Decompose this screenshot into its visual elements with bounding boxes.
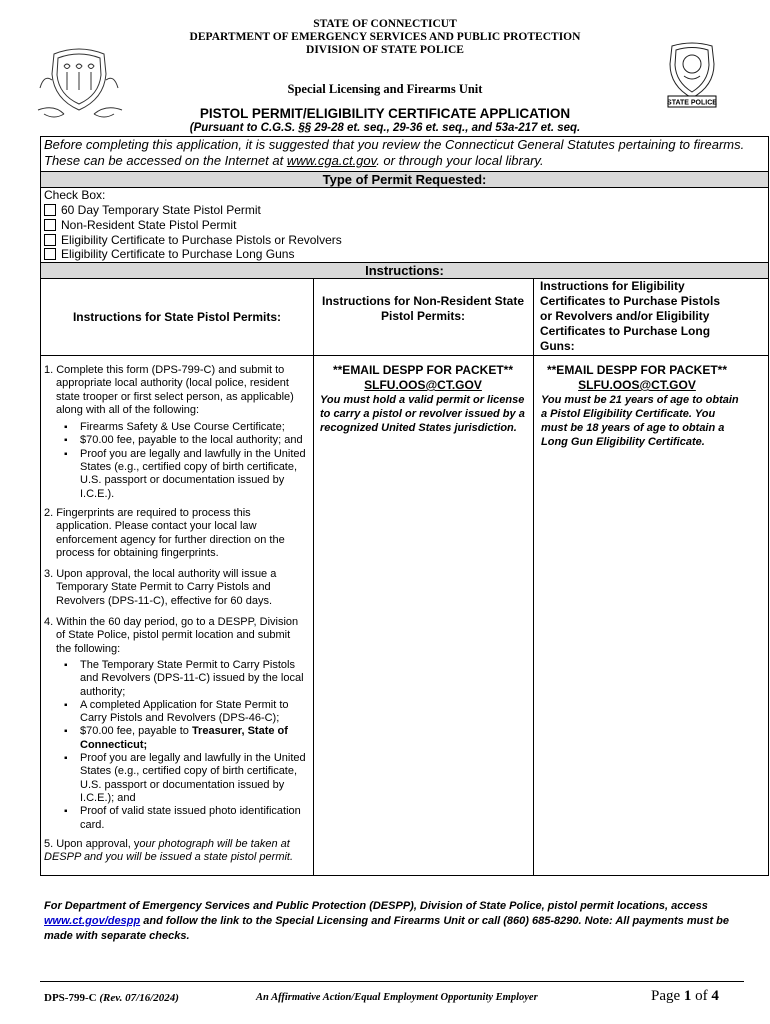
option-eligibility-long-guns[interactable] bbox=[44, 247, 294, 261]
page-number bbox=[651, 988, 719, 1005]
form-number bbox=[44, 992, 179, 1004]
list-item: ▪ $70.00 fee, payable to the local authority; and bbox=[64, 434, 308, 447]
checkbox[interactable] bbox=[44, 234, 56, 246]
intro-text: Before completing this application, it is suggested that you review the Connecticut General Statutes pertaining to firearms. These can be accessed on the Internet at bbox=[44, 137, 745, 168]
statute-reference: (Pursuant to C.G.S. §§ 29-28 et. seq., 29-36 et. seq., and 53a-217 et. seq. bbox=[189, 122, 581, 134]
despp-footnote bbox=[44, 899, 744, 944]
step-4-list bbox=[44, 659, 308, 832]
current-page: 1 bbox=[683, 988, 692, 1004]
header-department: DEPARTMENT OF EMERGENCY SERVICES AND PUBLIC PROTECTION bbox=[189, 31, 581, 43]
email-packet-notice bbox=[316, 363, 530, 393]
list-item bbox=[64, 725, 308, 752]
col-head-state-pistol: Instructions for State Pistol Permits: bbox=[72, 310, 282, 324]
state-police-seal-icon bbox=[662, 42, 722, 110]
list-item: ▪ Proof of valid state issued photo identification card. bbox=[64, 805, 308, 832]
eeo-statement: An Affirmative Action/Equal Employment Opportunity Employer bbox=[256, 992, 538, 1003]
check-box-label: Check Box: bbox=[44, 188, 106, 202]
payee: Treasurer, State of Connecticut; bbox=[80, 725, 288, 751]
step-5-text: 5. Upon approval, y bbox=[44, 837, 140, 850]
checkbox[interactable] bbox=[44, 219, 56, 231]
col-head-non-resident: Instructions for Non-Resident State Pistol Permits: bbox=[321, 294, 524, 323]
option-60-day-temporary[interactable] bbox=[44, 203, 261, 217]
column-divider bbox=[313, 279, 314, 876]
footer-divider bbox=[40, 981, 744, 982]
step-2: 2. Fingerprints are required to process this application. Please contact your local law enforcement agency for further direction on the process for obtaining fingerprints. bbox=[44, 506, 285, 559]
step-4: 4. Within the 60 day period, go to a DESPP, Division of State Police, pistol permit location and submit the following: bbox=[44, 616, 299, 655]
form-id: DPS-799-C bbox=[44, 992, 100, 1004]
option-eligibility-pistols[interactable] bbox=[44, 233, 342, 247]
header-division: DIVISION OF STATE POLICE bbox=[306, 44, 464, 56]
page-word: Page bbox=[651, 988, 684, 1004]
step-1: 1. Complete this form (DPS-799-C) and submit to appropriate local authority (local police, resident state trooper or first select person, as applicable) along with all of the following: bbox=[44, 364, 294, 416]
fee-text: $70.00 fee, payable to bbox=[80, 725, 192, 738]
email-packet-notice-2 bbox=[537, 363, 737, 393]
form-title: PISTOL PERMIT/ELIGIBILITY CERTIFICATE APPLICATION bbox=[199, 106, 571, 121]
email-heading: **EMAIL DESPP FOR PACKET** bbox=[546, 363, 728, 377]
email-link[interactable]: SLFU.OOS@CT.GOV bbox=[364, 378, 482, 392]
option-label: Eligibility Certificate to Purchase Pistols or Revolvers bbox=[61, 233, 342, 247]
footnote-text: For Department of Emergency Services and Public Protection (DESPP), Division of State Police, pistol permit locations, access bbox=[44, 900, 708, 912]
intro-text-end: . or through your local library. bbox=[376, 153, 544, 168]
option-label: Non-Resident State Pistol Permit bbox=[61, 218, 237, 232]
permit-type-heading: Type of Permit Requested: bbox=[41, 171, 768, 188]
unit-name: Special Licensing and Firearms Unit bbox=[287, 82, 483, 96]
list-item: ▪ Firearms Safety & Use Course Certificate; bbox=[64, 421, 308, 434]
list-item: ▪ The Temporary State Permit to Carry Pistols and Revolvers (DPS-11-C) issued by the local authority; bbox=[64, 659, 308, 699]
header-state: STATE OF CONNECTICUT bbox=[313, 18, 457, 30]
column-divider bbox=[533, 279, 534, 876]
step-3: 3. Upon approval, the local authority will issue a Temporary State Permit to Carry Pistols and Revolvers (DPS-11-C), effective for 60 days. bbox=[44, 568, 277, 607]
total-pages: 4 bbox=[711, 988, 719, 1004]
option-label: 60 Day Temporary State Pistol Permit bbox=[61, 203, 261, 217]
option-label: Eligibility Certificate to Purchase Long Guns bbox=[61, 247, 295, 261]
col-head-eligibility: Instructions for Eligibility Certificates to Purchase Pistols or Revolvers and/or Eligibility Certificates to Purchase Long Guns: bbox=[540, 279, 721, 353]
page-of: of bbox=[691, 988, 712, 1004]
footnote-text-end: and follow the link to the Special Licensing and Firearms Unit or call (860) 685-8290. Note: All payments must be made with separate checks. bbox=[44, 915, 730, 942]
checkbox[interactable] bbox=[44, 248, 56, 260]
header-row-divider bbox=[41, 355, 768, 356]
list-item: ▪ Proof you are legally and lawfully in the United States (e.g., certified copy of birth certificate, U.S. passport or documentation issued by I.C.E.); and bbox=[64, 752, 308, 805]
step-5-italic: our photograph will be taken at DESPP and you will be issued a state pistol permit. bbox=[44, 837, 294, 864]
checkbox[interactable] bbox=[44, 204, 56, 216]
option-non-resident[interactable] bbox=[44, 218, 236, 232]
email-link[interactable]: SLFU.OOS@CT.GOV bbox=[578, 378, 696, 392]
list-item: ▪ Proof you are legally and lawfully in the United States (e.g., certified copy of birth certificate, U.S. passport or documentation issued by I.C.E.). bbox=[64, 448, 308, 501]
step-1-list bbox=[44, 421, 308, 501]
age-requirement: You must be 21 years of age to obtain a Pistol Eligibility Certificate. You must be 18 years of age to obtain a Long Gun Eligibility Certificate. bbox=[541, 394, 739, 448]
seal-label: STATE POLICE bbox=[667, 99, 717, 107]
cga-link[interactable]: www.cga.ct.gov bbox=[286, 153, 377, 168]
intro-notice bbox=[44, 137, 764, 169]
list-item: ▪ A completed Application for State Permit to Carry Pistols and Revolvers (DPS-46-C); bbox=[64, 699, 308, 726]
step-5 bbox=[44, 838, 308, 865]
instructions-heading: Instructions: bbox=[41, 262, 768, 279]
non-resident-requirement: You must hold a valid permit or license to carry a pistol or revolver issued by a recognized United States jurisdiction. bbox=[320, 394, 525, 434]
state-pistol-instructions bbox=[44, 364, 308, 864]
email-heading: **EMAIL DESPP FOR PACKET** bbox=[332, 363, 514, 377]
despp-link[interactable]: www.ct.gov/despp bbox=[44, 915, 141, 927]
revision-date: (Rev. 07/16/2024) bbox=[99, 992, 179, 1004]
